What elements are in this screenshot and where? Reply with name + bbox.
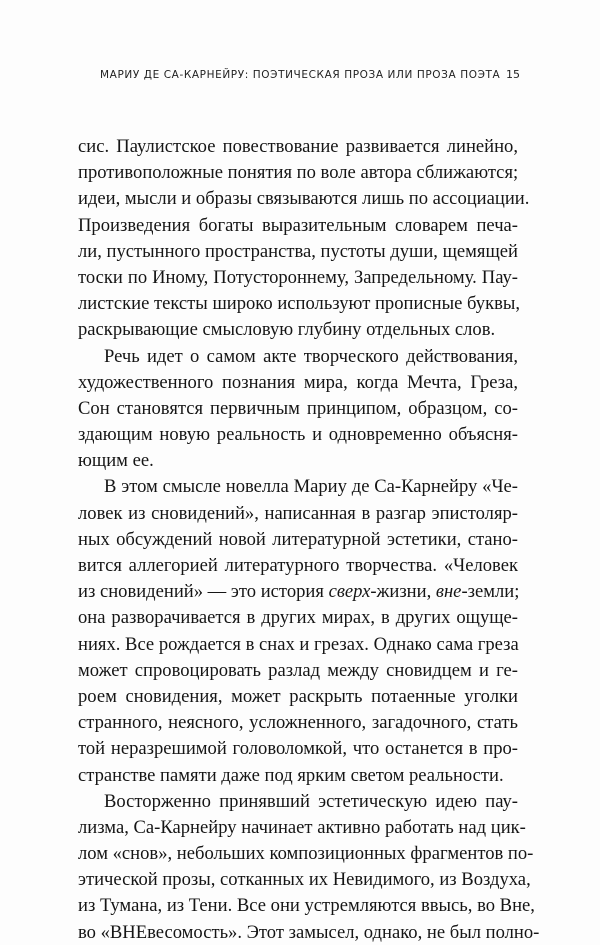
text-line: В этом смысле новелла Мариу де Са-Карнейру «Че- xyxy=(104,476,518,498)
text-line: лизма, Са-Карнейру начинает активно работать над цик- xyxy=(78,816,526,838)
text-line: листские тексты широко используют прописные буквы, xyxy=(78,293,521,315)
text-line: здающим новую реальность и одновременно объясня- xyxy=(78,424,518,446)
text-line xyxy=(78,579,518,605)
text-line: может спровоцировать разлад между сновидцем и ге- xyxy=(78,659,518,681)
text-run: -жизни, xyxy=(370,581,436,603)
text-line: раскрывающие смысловую глубину отдельных слов. xyxy=(78,319,496,341)
text-line: во «ВНЕвесомость». Этот замысел, однако, не был полно- xyxy=(78,921,540,943)
text-line: странного, неясного, усложненного, загадочного, стать xyxy=(78,712,518,734)
page-number: 15 xyxy=(506,68,520,81)
text-line: из Тумана, из Тени. Все они устремляются ввысь, во Вне, xyxy=(78,895,535,917)
text-line: вится аллегорией литературного творчества. «Человек xyxy=(78,555,518,576)
text-line: лом «снов», небольших композиционных фрагментов по- xyxy=(78,843,534,865)
text-line: этической прозы, сотканных их Невидимого, из Воздуха, xyxy=(78,869,531,891)
running-title: МАРИУ ДЕ СА-КАРНЕЙРУ: ПОЭТИЧЕСКАЯ ПРОЗА ИЛИ ПРОЗА ПОЭТА xyxy=(100,69,501,81)
text-line: Произведения богаты выразительным словарем печа- xyxy=(78,214,518,236)
text-line: ли, пустынного пространства, пустоты души, щемящей xyxy=(78,240,518,262)
text-line: Сон становятся первичным принципом, образцом, со- xyxy=(78,397,518,419)
text-run: -земли; xyxy=(461,581,520,603)
running-header xyxy=(100,68,520,81)
text-line: странстве памяти даже под ярким светом реальности. xyxy=(78,764,504,786)
text-line: ловек из сновидений», написанная в разгар эпистоляр- xyxy=(78,502,518,524)
body-text xyxy=(78,134,540,946)
text-line: Восторженно принявший эстетическую идею пау- xyxy=(104,790,518,812)
text-line: ных обсуждений новой литературной эстетики, стано- xyxy=(78,528,518,550)
text-line: ниях. Все рождается в снах и грезах. Однако сама греза xyxy=(78,633,519,655)
text-line: художественного познания мира, когда Мечта, Греза, xyxy=(78,371,518,393)
text-line: Речь идет о самом акте творческого действования, xyxy=(104,345,518,367)
text-line: тоски по Иному, Потустороннему, Запредельному. Пау- xyxy=(78,266,518,288)
text-line: она разворачивается в других мирах, в других ощуще- xyxy=(78,607,518,629)
text-line: идеи, мысли и образы связываются лишь по ассоциации. xyxy=(78,188,530,210)
italic-text: сверх xyxy=(328,581,371,603)
text-line: той неразрешимой головоломкой, что останется в про- xyxy=(78,738,518,760)
text-line: сис. Паулистское повествование развивается линейно, xyxy=(78,136,518,157)
text-run: из сновидений» — это история xyxy=(78,581,329,603)
text-line: роем сновидения, может раскрыть потаенные уголки xyxy=(78,685,518,707)
text-line: ющим ее. xyxy=(78,450,154,472)
text-line: противоположные понятия по воле автора сближаются; xyxy=(78,162,519,184)
italic-text: вне xyxy=(435,581,462,603)
